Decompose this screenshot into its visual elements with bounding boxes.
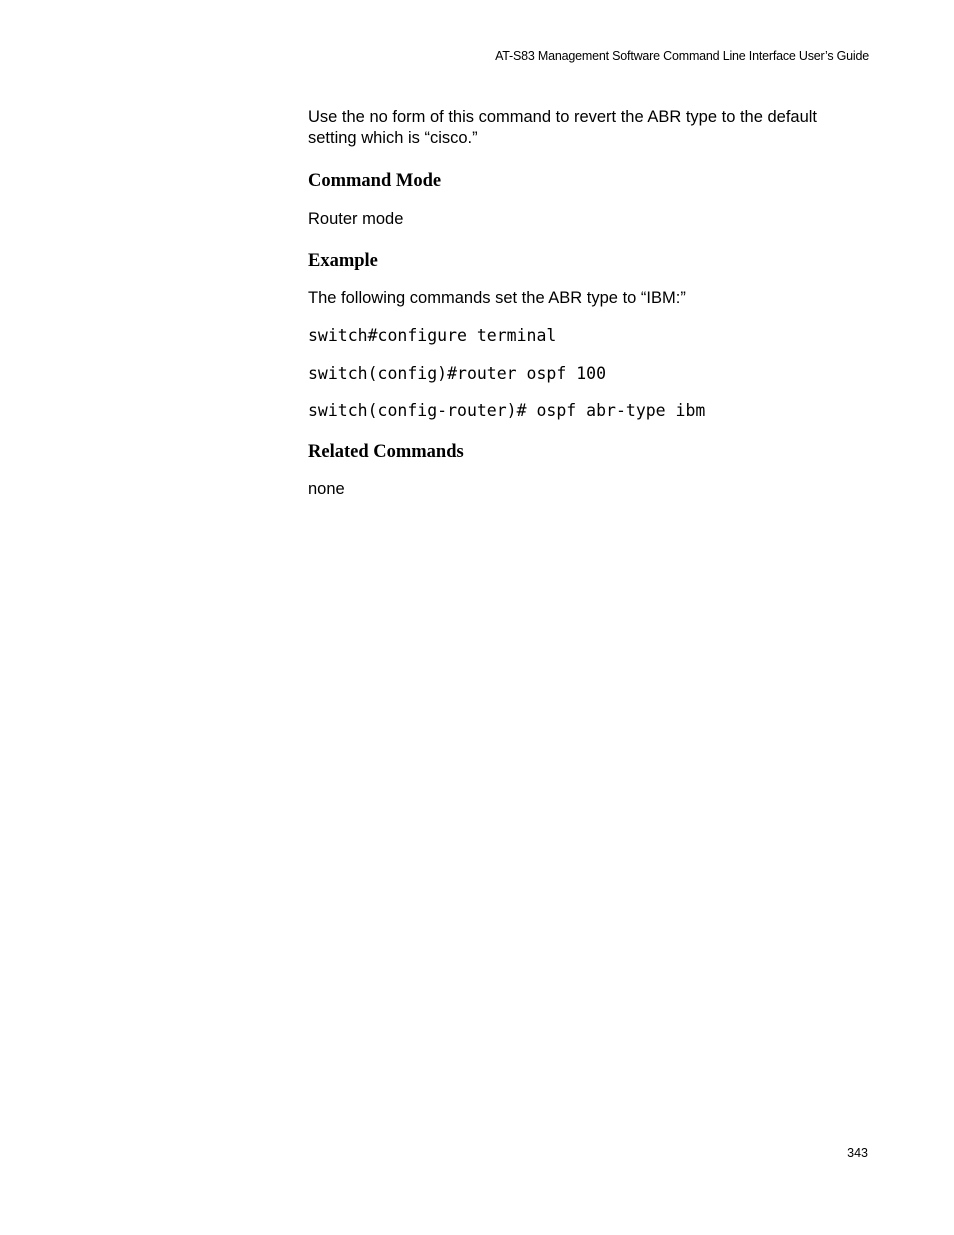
example-heading: Example — [308, 251, 378, 271]
running-header: AT-S83 Management Software Command Line Interface User’s Guide — [495, 49, 869, 63]
command-mode-text: Router mode — [308, 210, 404, 228]
intro-paragraph: Use the no form of this command to revert the ABR type to the default setting which is “cisco.” — [308, 108, 818, 147]
code-line: switch(config-router)# ospf abr-type ibm — [308, 401, 706, 420]
related-commands-heading: Related Commands — [308, 442, 464, 462]
code-line: switch#configure terminal — [308, 326, 557, 345]
related-commands-text: none — [308, 480, 345, 498]
page-number: 343 — [847, 1146, 868, 1160]
command-mode-heading: Command Mode — [308, 171, 442, 191]
code-line: switch(config)#router ospf 100 — [308, 364, 607, 383]
document-body — [308, 107, 868, 500]
example-text: The following commands set the ABR type to “IBM:” — [308, 289, 686, 307]
